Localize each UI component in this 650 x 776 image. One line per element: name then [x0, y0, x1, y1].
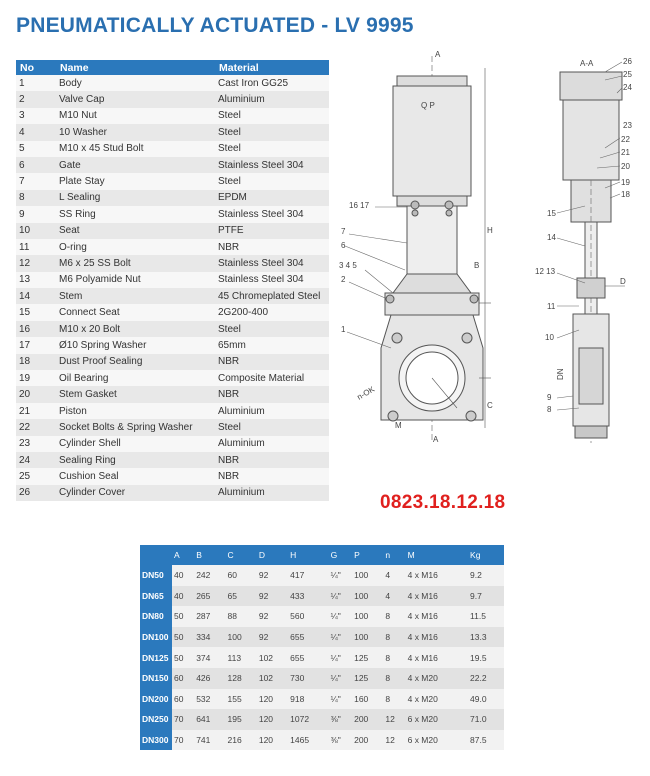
part-name: Gate: [56, 157, 215, 173]
label-a-top: A: [435, 50, 441, 59]
dims-cell: 120: [257, 689, 288, 710]
dims-cell: 8: [383, 668, 405, 689]
parts-row: [16, 157, 329, 173]
part-material: Steel: [215, 124, 329, 140]
part-material: Stainless Steel 304: [215, 157, 329, 173]
label-2: 2: [341, 275, 346, 284]
label-22: 22: [621, 135, 630, 144]
part-material: EPDM: [215, 190, 329, 206]
part-material: Composite Material: [215, 370, 329, 386]
dims-cell: 287: [194, 606, 225, 627]
label-h: H: [487, 226, 493, 235]
parts-row: [16, 304, 329, 320]
parts-row: [16, 108, 329, 124]
part-no: 19: [16, 370, 56, 386]
dims-size-label: DN150: [140, 668, 172, 689]
part-name: M10 Nut: [56, 108, 215, 124]
label-m: M: [395, 421, 402, 430]
label-a-bottom: A: [433, 435, 439, 444]
dims-cell: 100: [352, 606, 383, 627]
label-18: 18: [621, 190, 630, 199]
part-material: Stainless Steel 304: [215, 206, 329, 222]
parts-row: [16, 124, 329, 140]
part-material: NBR: [215, 386, 329, 402]
part-no: 7: [16, 173, 56, 189]
dims-cell: 102: [257, 647, 288, 668]
part-material: Aluminium: [215, 436, 329, 452]
dims-cell: 4 x M16: [406, 586, 468, 607]
part-name: L Sealing: [56, 190, 215, 206]
parts-row: [16, 239, 329, 255]
part-material: 65mm: [215, 337, 329, 353]
part-name: M10 x 20 Bolt: [56, 321, 215, 337]
dims-cell: 417: [288, 565, 328, 586]
dims-cell: 4 x M16: [406, 606, 468, 627]
part-name: Ø10 Spring Washer: [56, 337, 215, 353]
dims-row: [140, 689, 504, 710]
part-no: 17: [16, 337, 56, 353]
dims-cell: 12: [383, 709, 405, 730]
parts-row: [16, 190, 329, 206]
parts-row: [16, 436, 329, 452]
dims-size-label: DN50: [140, 565, 172, 586]
dims-cell: 532: [194, 689, 225, 710]
parts-row: [16, 468, 329, 484]
dims-cell: 560: [288, 606, 328, 627]
part-material: Steel: [215, 108, 329, 124]
part-material: Stainless Steel 304: [215, 255, 329, 271]
page-title: PNEUMATICALLY ACTUATED - LV 9995: [16, 14, 414, 37]
part-no: 11: [16, 239, 56, 255]
parts-row: [16, 91, 329, 107]
part-name: Piston: [56, 403, 215, 419]
dims-cell: 22.2: [468, 668, 504, 689]
parts-table: [16, 60, 329, 501]
part-name: M6 x 25 SS Bolt: [56, 255, 215, 271]
parts-row: [16, 272, 329, 288]
dims-size-label: DN65: [140, 586, 172, 607]
part-name: Cylinder Cover: [56, 485, 215, 501]
header-material: Material: [215, 60, 329, 75]
parts-row: [16, 370, 329, 386]
label-26: 26: [623, 57, 632, 66]
dims-cell: 125: [352, 647, 383, 668]
part-material: Aluminium: [215, 485, 329, 501]
label-23: 23: [623, 121, 632, 130]
dims-cell: 9.7: [468, 586, 504, 607]
part-name: Socket Bolts & Spring Washer: [56, 419, 215, 435]
part-no: 3: [16, 108, 56, 124]
dims-cell: 50: [172, 647, 194, 668]
parts-row: [16, 288, 329, 304]
dims-cell: 60: [226, 565, 257, 586]
part-no: 1: [16, 75, 56, 91]
label-3-4-5: 3 4 5: [339, 261, 357, 270]
part-no: 4: [16, 124, 56, 140]
part-material: 45 Chromeplated Steel: [215, 288, 329, 304]
dims-size-label: DN80: [140, 606, 172, 627]
part-no: 23: [16, 436, 56, 452]
dims-cell: 200: [352, 709, 383, 730]
dims-cell: 100: [352, 565, 383, 586]
dims-cell: 49.0: [468, 689, 504, 710]
part-name: Seat: [56, 223, 215, 239]
dims-cell: 92: [257, 606, 288, 627]
part-material: 2G200-400: [215, 304, 329, 320]
part-no: 26: [16, 485, 56, 501]
dims-cell: 433: [288, 586, 328, 607]
dims-header-cell: C: [226, 545, 257, 565]
parts-row: [16, 386, 329, 402]
part-material: PTFE: [215, 223, 329, 239]
dims-header-cell: [140, 545, 172, 565]
part-no: 13: [16, 272, 56, 288]
dims-cell: 155: [226, 689, 257, 710]
part-material: Stainless Steel 304: [215, 272, 329, 288]
label-25: 25: [623, 70, 632, 79]
parts-row: [16, 419, 329, 435]
dims-header-cell: P: [352, 545, 383, 565]
dims-cell: 70: [172, 709, 194, 730]
dims-cell: 92: [257, 627, 288, 648]
dims-cell: 102: [257, 668, 288, 689]
part-name: Cushion Seal: [56, 468, 215, 484]
part-material: NBR: [215, 354, 329, 370]
dims-cell: 4 x M16: [406, 647, 468, 668]
parts-row: [16, 255, 329, 271]
parts-row: [16, 141, 329, 157]
part-no: 8: [16, 190, 56, 206]
dims-row: [140, 627, 504, 648]
dims-cell: 641: [194, 709, 225, 730]
part-name: Stem Gasket: [56, 386, 215, 402]
dims-cell: 200: [352, 730, 383, 751]
part-name: Cylinder Shell: [56, 436, 215, 452]
part-name: Valve Cap: [56, 91, 215, 107]
dims-cell: 8: [383, 627, 405, 648]
dims-cell: ¼": [329, 606, 352, 627]
dims-cell: 40: [172, 586, 194, 607]
dims-header-cell: B: [194, 545, 225, 565]
dims-row: [140, 606, 504, 627]
label-6: 6: [341, 241, 346, 250]
label-n-ok: n-OK: [355, 384, 377, 402]
label-7: 7: [341, 227, 346, 236]
part-material: Steel: [215, 173, 329, 189]
dims-row: [140, 565, 504, 586]
dims-cell: ⅜": [329, 730, 352, 751]
label-qp: Q P: [421, 101, 435, 110]
part-material: Steel: [215, 419, 329, 435]
parts-row: [16, 206, 329, 222]
dims-cell: 242: [194, 565, 225, 586]
dims-cell: 4: [383, 586, 405, 607]
dims-cell: 6 x M20: [406, 730, 468, 751]
dims-cell: 50: [172, 606, 194, 627]
dims-cell: 655: [288, 627, 328, 648]
dims-cell: ¼": [329, 627, 352, 648]
part-name: Body: [56, 75, 215, 91]
dims-cell: 11.5: [468, 606, 504, 627]
dims-cell: 216: [226, 730, 257, 751]
dims-cell: 8: [383, 606, 405, 627]
part-no: 9: [16, 206, 56, 222]
label-15: 15: [547, 209, 556, 218]
parts-row: [16, 337, 329, 353]
dims-header-cell: G: [329, 545, 352, 565]
parts-header-row: [16, 60, 329, 75]
dims-cell: 70: [172, 730, 194, 751]
part-name: Sealing Ring: [56, 452, 215, 468]
dims-cell: ¼": [329, 668, 352, 689]
dims-body: [140, 565, 504, 750]
dims-row: [140, 586, 504, 607]
label-12-13: 12 13: [535, 267, 556, 276]
dims-cell: 65: [226, 586, 257, 607]
dimensions-table: [140, 545, 504, 750]
label-10: 10: [545, 333, 554, 342]
part-no: 6: [16, 157, 56, 173]
parts-row: [16, 321, 329, 337]
dims-cell: 374: [194, 647, 225, 668]
dims-cell: 426: [194, 668, 225, 689]
part-no: 20: [16, 386, 56, 402]
label-b: B: [474, 261, 480, 270]
part-name: Connect Seat: [56, 304, 215, 320]
part-material: Steel: [215, 141, 329, 157]
label-d: D: [620, 277, 626, 286]
dims-cell: 60: [172, 668, 194, 689]
parts-body: [16, 75, 329, 501]
dims-cell: 741: [194, 730, 225, 751]
dims-cell: ¼": [329, 689, 352, 710]
part-material: NBR: [215, 239, 329, 255]
dims-cell: 120: [257, 709, 288, 730]
dims-cell: 50: [172, 627, 194, 648]
dims-row: [140, 647, 504, 668]
part-name: Dust Proof Sealing: [56, 354, 215, 370]
dims-cell: ¼": [329, 565, 352, 586]
dims-cell: 125: [352, 668, 383, 689]
label-24: 24: [623, 83, 632, 92]
dims-cell: 88: [226, 606, 257, 627]
label-20: 20: [621, 162, 630, 171]
parts-row: [16, 485, 329, 501]
dims-cell: 100: [352, 627, 383, 648]
label-dn: DN: [556, 368, 565, 380]
part-name: O-ring: [56, 239, 215, 255]
dims-cell: 12: [383, 730, 405, 751]
part-name: M6 Polyamide Nut: [56, 272, 215, 288]
part-name: Oil Bearing: [56, 370, 215, 386]
parts-row: [16, 354, 329, 370]
part-no: 24: [16, 452, 56, 468]
dims-cell: 4 x M16: [406, 627, 468, 648]
dims-cell: 1465: [288, 730, 328, 751]
part-no: 25: [16, 468, 56, 484]
dims-cell: 265: [194, 586, 225, 607]
label-section: A-A: [580, 59, 594, 68]
dims-cell: 730: [288, 668, 328, 689]
dims-row: [140, 730, 504, 751]
dims-size-label: DN100: [140, 627, 172, 648]
part-name: M10 x 45 Stud Bolt: [56, 141, 215, 157]
part-no: 18: [16, 354, 56, 370]
part-no: 21: [16, 403, 56, 419]
part-name: 10 Washer: [56, 124, 215, 140]
part-material: NBR: [215, 468, 329, 484]
parts-row: [16, 173, 329, 189]
dims-cell: 9.2: [468, 565, 504, 586]
dims-cell: 1072: [288, 709, 328, 730]
valve-drawing: [335, 48, 645, 448]
label-21: 21: [621, 148, 630, 157]
dims-cell: ¼": [329, 586, 352, 607]
dims-cell: 113: [226, 647, 257, 668]
part-material: Cast Iron GG25: [215, 75, 329, 91]
parts-row: [16, 452, 329, 468]
dims-cell: 160: [352, 689, 383, 710]
part-name: Stem: [56, 288, 215, 304]
header-name: Name: [56, 60, 215, 75]
dims-header-cell: n: [383, 545, 405, 565]
dims-size-label: DN125: [140, 647, 172, 668]
dims-cell: 100: [352, 586, 383, 607]
dims-header-cell: H: [288, 545, 328, 565]
dims-cell: ¼": [329, 647, 352, 668]
dims-cell: 655: [288, 647, 328, 668]
dims-cell: 13.3: [468, 627, 504, 648]
part-name: SS Ring: [56, 206, 215, 222]
part-material: Aluminium: [215, 91, 329, 107]
dims-cell: 40: [172, 565, 194, 586]
label-14: 14: [547, 233, 556, 242]
dims-cell: 92: [257, 586, 288, 607]
part-material: Steel: [215, 321, 329, 337]
dims-cell: 60: [172, 689, 194, 710]
part-no: 12: [16, 255, 56, 271]
label-8: 8: [547, 405, 552, 414]
part-no: 10: [16, 223, 56, 239]
parts-row: [16, 223, 329, 239]
part-no: 2: [16, 91, 56, 107]
dims-cell: 4 x M20: [406, 689, 468, 710]
part-material: NBR: [215, 452, 329, 468]
dims-header-cell: M: [406, 545, 468, 565]
parts-row: [16, 403, 329, 419]
dims-header-cell: D: [257, 545, 288, 565]
dims-header-cell: A: [172, 545, 194, 565]
part-name: Plate Stay: [56, 173, 215, 189]
header-no: No: [16, 60, 56, 75]
part-no: 22: [16, 419, 56, 435]
dims-cell: 4 x M16: [406, 565, 468, 586]
dims-cell: 4: [383, 565, 405, 586]
label-16-17: 16 17: [349, 201, 370, 210]
part-no: 14: [16, 288, 56, 304]
part-no: 16: [16, 321, 56, 337]
dims-header-cell: Kg: [468, 545, 504, 565]
dims-cell: 4 x M20: [406, 668, 468, 689]
dims-size-label: DN300: [140, 730, 172, 751]
label-19: 19: [621, 178, 630, 187]
dims-cell: 6 x M20: [406, 709, 468, 730]
label-9: 9: [547, 393, 552, 402]
dims-cell: 128: [226, 668, 257, 689]
dims-cell: 87.5: [468, 730, 504, 751]
phone-number: 0823.18.12.18: [380, 492, 506, 513]
dims-cell: 19.5: [468, 647, 504, 668]
dims-cell: 8: [383, 647, 405, 668]
dims-row: [140, 668, 504, 689]
dims-cell: 71.0: [468, 709, 504, 730]
dims-cell: 8: [383, 689, 405, 710]
parts-row: [16, 75, 329, 91]
dims-cell: ⅜": [329, 709, 352, 730]
dims-row: [140, 709, 504, 730]
dims-cell: 92: [257, 565, 288, 586]
dims-size-label: DN250: [140, 709, 172, 730]
part-no: 15: [16, 304, 56, 320]
dims-header-row: [140, 545, 504, 565]
dims-cell: 918: [288, 689, 328, 710]
dims-cell: 120: [257, 730, 288, 751]
dims-cell: 334: [194, 627, 225, 648]
dims-cell: 100: [226, 627, 257, 648]
label-11: 11: [547, 302, 556, 311]
dims-size-label: DN200: [140, 689, 172, 710]
label-1: 1: [341, 325, 346, 334]
part-material: Aluminium: [215, 403, 329, 419]
label-c: C: [487, 401, 493, 410]
dims-cell: 195: [226, 709, 257, 730]
part-no: 5: [16, 141, 56, 157]
